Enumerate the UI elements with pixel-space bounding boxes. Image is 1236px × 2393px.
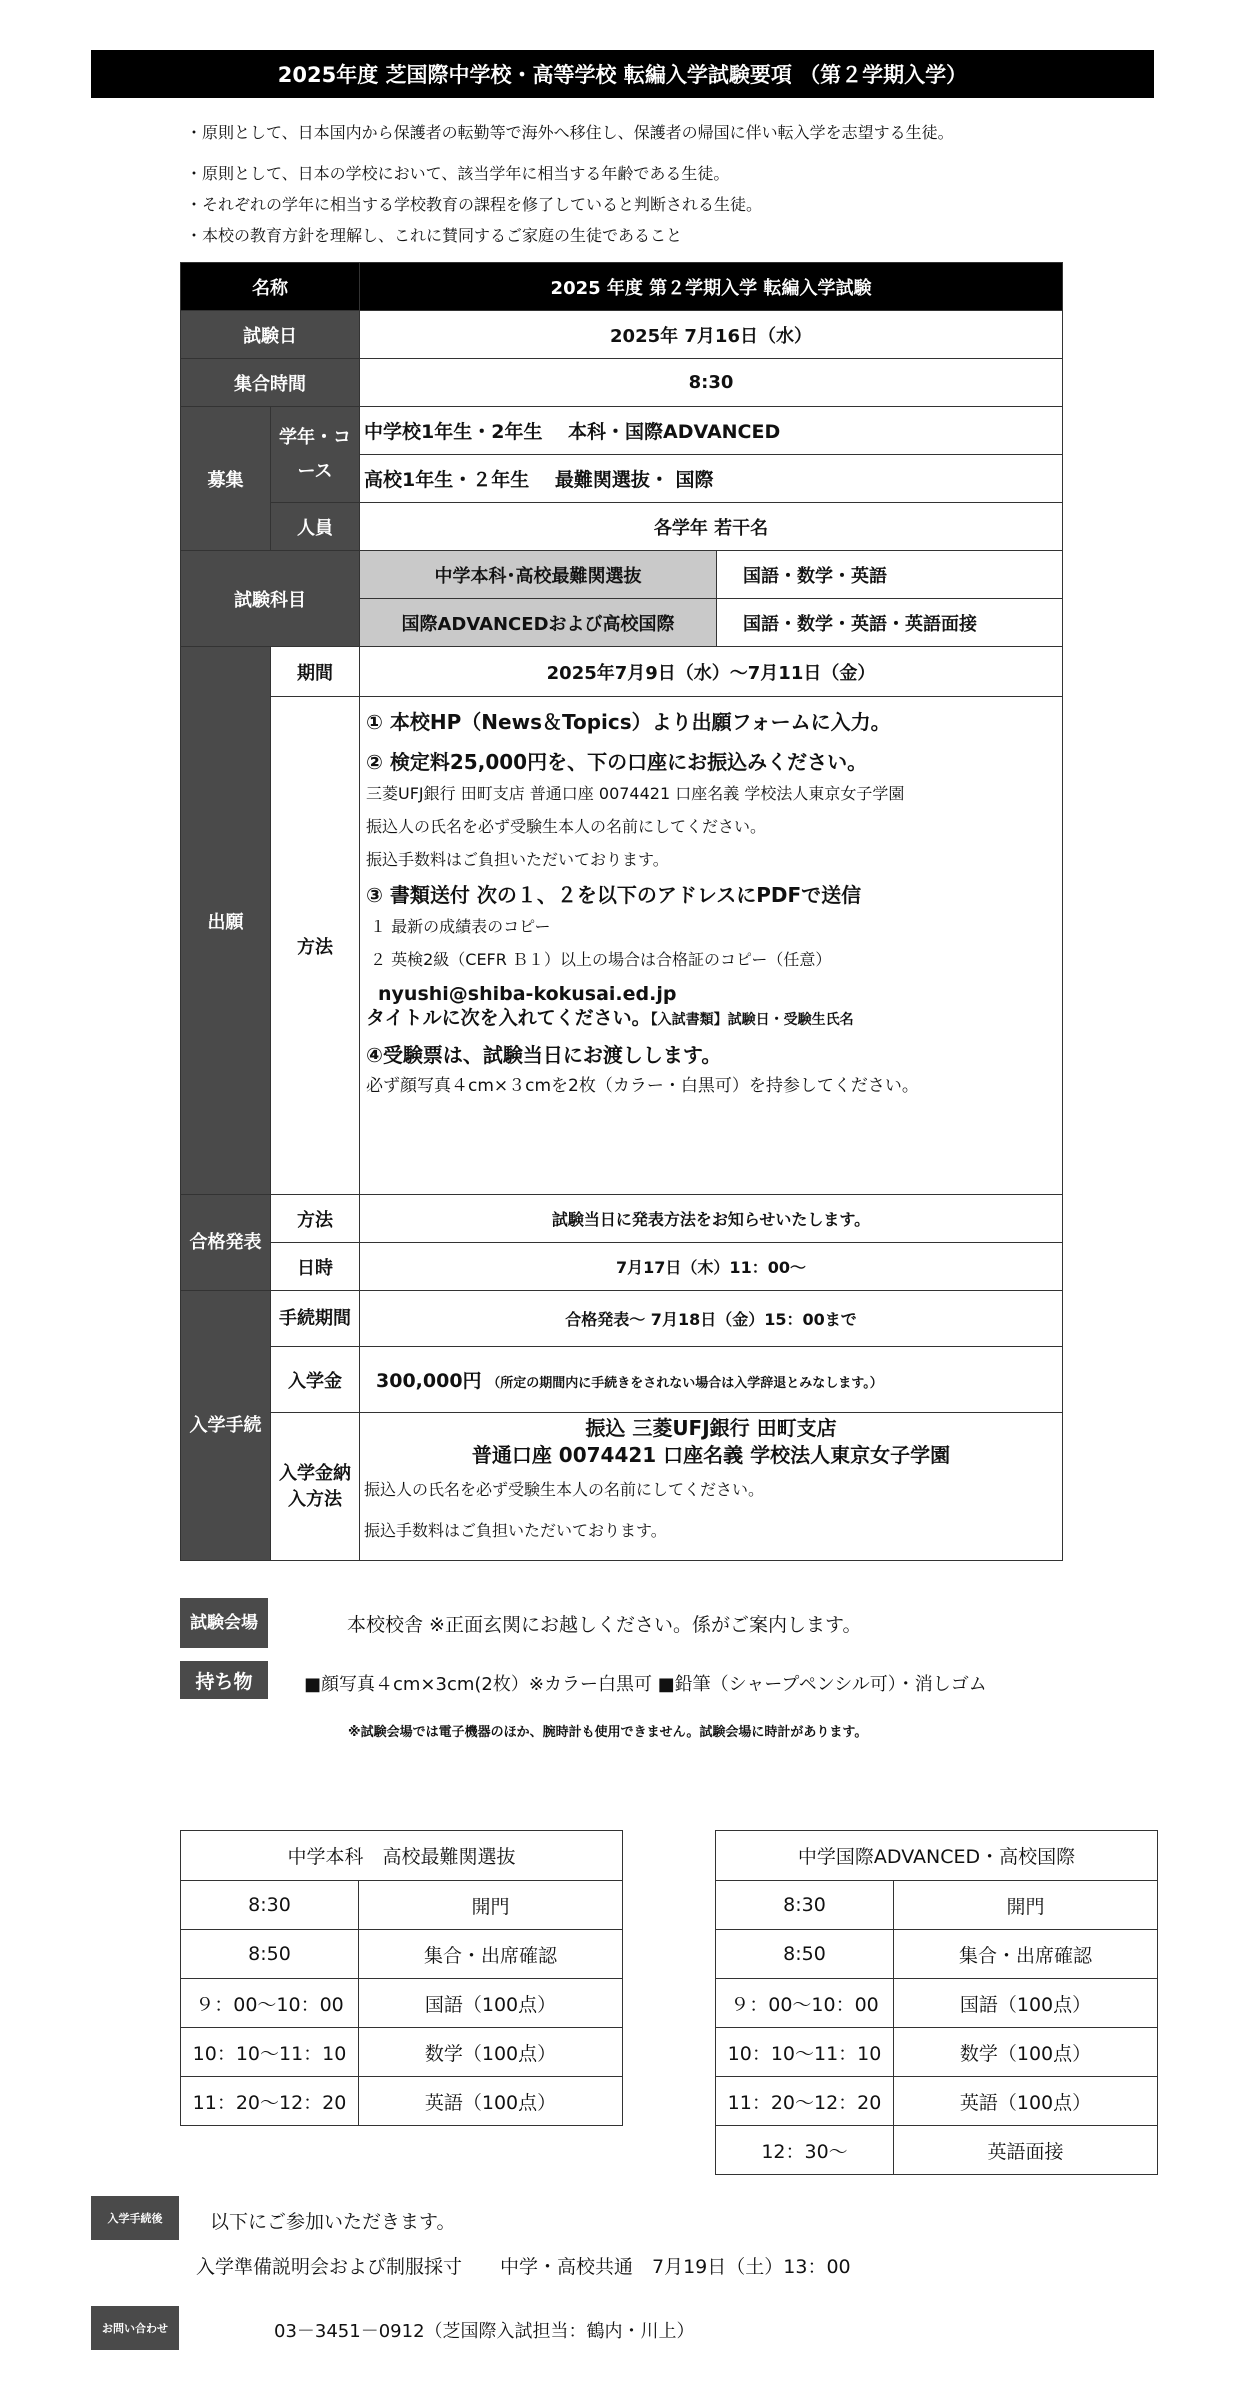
after-enrollment-label: 入学手続後: [91, 2196, 179, 2240]
application-label: 出願: [181, 647, 271, 1195]
method-step-3: ③ 書類送付 次の１、２を以下のアドレスにPDFで送信: [366, 883, 862, 907]
venue-label: 試験会場: [180, 1598, 268, 1648]
subject-course: 中学本科･高校最難関選抜: [360, 551, 717, 599]
payment-account: 普通口座 0074421 口座名義 学校法人東京女子学園: [471, 1443, 951, 1467]
enroll-period-label: 手続期間: [271, 1291, 360, 1347]
orientation-event: 入学準備説明会および制服採寸 中学・高校共通 7月19日（土）13：00: [196, 2256, 851, 2278]
schedule-header: 中学本科 高校最難関選抜: [181, 1831, 623, 1881]
contact-label: お問い合わせ: [91, 2306, 179, 2350]
result-label: 合格発表: [181, 1195, 271, 1291]
transfer-note: 振込人の氏名を必ず受験生本人の名前にしてください。: [366, 817, 767, 836]
criteria-item: ・本校の教育方針を理解し、これに賛同するご家庭の生徒であること: [186, 226, 683, 245]
enroll-period-value: 合格発表～ 7月18日（金）15：00まで: [360, 1291, 1063, 1347]
criteria-item: ・それぞれの学年に相当する学校教育の課程を修了していると判断される生徒。: [186, 195, 763, 214]
schedule-event: 国語（100点）: [359, 1979, 623, 2028]
grade-course-label: 学年・コース: [271, 407, 360, 503]
schedule-time: 10：10～11：10: [181, 2028, 359, 2077]
result-date-value: 7月17日（木）11：00～: [360, 1243, 1063, 1291]
items-value: ■顔写真４cm×3cm(2枚）※カラー白黒可 ■鉛筆（シャープペンシル可）・消しゴム: [304, 1674, 987, 1695]
period-label: 期間: [271, 647, 360, 697]
result-method-value: 試験当日に発表方法をお知らせいたします。: [360, 1195, 1063, 1243]
people-value: 各学年 若干名: [360, 503, 1063, 551]
meet-time-value: 8:30: [360, 359, 1063, 407]
method-step-4: ④受験票は、試験当日にお渡しします。: [366, 1043, 722, 1067]
schedule-header: 中学国際ADVANCED・高校国際: [716, 1831, 1158, 1881]
document-1: １ 最新の成績表のコピー: [370, 917, 551, 936]
fee-label: 入学金: [271, 1347, 360, 1413]
payment-fee-note: 振込手数料はご負担いただいております。: [364, 1521, 667, 1540]
schedule-time: ９：00～10：00: [716, 1979, 894, 2028]
method-step-1: ① 本校HP（News＆Topics）より出願フォームに入力。: [366, 710, 891, 734]
schedule-event: 国語（100点）: [894, 1979, 1158, 2028]
schedule-time: 12：30～: [716, 2126, 894, 2175]
email-address[interactable]: nyushi@shiba-kokusai.ed.jp: [378, 983, 677, 1005]
period-value: 2025年7月9日（水）～7月11日（金）: [360, 647, 1063, 697]
method-step-2: ② 検定料25,000円を、下の口座にお振込みください。: [366, 750, 868, 774]
schedule-time: 8:30: [181, 1881, 359, 1930]
venue-value: 本校校舎 ※正面玄関にお越しください。係がご案内します。: [347, 1614, 862, 1636]
bank-account: 三菱UFJ銀行 田町支店 普通口座 0074421 口座名義 学校法人東京女子学園: [366, 784, 905, 803]
page-title: 2025年度 芝国際中学校・高等学校 転編入学試験要項 （第２学期入学）: [91, 50, 1154, 98]
meet-time-label: 集合時間: [181, 359, 360, 407]
warning-note: ※試験会場では電子機器のほか、腕時計も使用できません。試験会場に時計があります。: [348, 1725, 868, 1740]
method-label: 方法: [271, 697, 360, 1195]
subjects-label: 試験科目: [181, 551, 360, 647]
criteria-item: ・原則として、日本国内から保護者の転勤等で海外へ移住し、保護者の帰国に伴い転入学を志望する生徒。: [186, 123, 954, 142]
subject-format: 【入試書類】試験日・受験生氏名: [650, 1012, 854, 1028]
exam-date-value: 2025年 7月16日（水）: [360, 311, 1063, 359]
schedule-event: 集合・出席確認: [359, 1930, 623, 1979]
after-enrollment-text: 以下にご参加いただきます。: [210, 2211, 456, 2233]
document-2: ２ 英検2級（CEFR Ｂ１）以上の場合は合格証のコピー（任意）: [370, 950, 832, 969]
subject-list: 国語・数学・英語・英語面接: [717, 599, 1063, 647]
subject-list: 国語・数学・英語: [717, 551, 1063, 599]
schedule-table-main: [180, 1830, 623, 2126]
schedule-event: 英語面接: [894, 2126, 1158, 2175]
schedule-event: 英語（100点）: [894, 2077, 1158, 2126]
fee-note: 振込手数料はご負担いただいております。: [366, 850, 669, 869]
subject-course: 国際ADVANCEDおよび高校国際: [360, 599, 717, 647]
grade-junior-high: 中学校1年生・2年生 本科・国際ADVANCED: [360, 407, 1063, 455]
fee-value: 300,000円: [376, 1370, 482, 1392]
items-label: 持ち物: [180, 1661, 268, 1699]
schedule-time: 8:50: [181, 1930, 359, 1979]
schedule-time: 11：20～12：20: [181, 2077, 359, 2126]
result-date-label: 日時: [271, 1243, 360, 1291]
schedule-event: 開門: [894, 1881, 1158, 1930]
name-value: 2025 年度 第２学期入学 転編入学試験: [360, 263, 1063, 311]
recruit-label: 募集: [181, 407, 271, 551]
contact-phone[interactable]: 03－3451－0912（芝国際入試担当：鶴内・川上）: [274, 2321, 695, 2342]
grade-high-school: 高校1年生・２年生 最難関選抜・ 国際: [360, 455, 1063, 503]
exam-details-table: [180, 262, 1063, 1561]
name-label: 名称: [181, 263, 360, 311]
schedule-time: 10：10～11：10: [716, 2028, 894, 2077]
schedule-time: 8:50: [716, 1930, 894, 1979]
fee-note: （所定の期間内に手続きをされない場合は入学辞退とみなします。）: [487, 1376, 883, 1391]
payment-note: 振込人の氏名を必ず受験生本人の名前にしてください。: [364, 1480, 765, 1499]
schedule-table-international: [715, 1830, 1158, 2175]
schedule-event: 数学（100点）: [894, 2028, 1158, 2077]
payment-bank: 振込 三菱UFJ銀行 田町支店: [585, 1416, 837, 1440]
enrollment-label: 入学手続: [181, 1291, 271, 1561]
schedule-time: ９：00～10：00: [181, 1979, 359, 2028]
subject-instruction: タイトルに次を入れてください。: [366, 1007, 651, 1029]
schedule-event: 英語（100点）: [359, 2077, 623, 2126]
schedule-time: 11：20～12：20: [716, 2077, 894, 2126]
application-method: [360, 697, 1063, 1195]
exam-date-label: 試験日: [181, 311, 360, 359]
schedule-event: 集合・出席確認: [894, 1930, 1158, 1979]
people-label: 人員: [271, 503, 360, 551]
criteria-item: ・原則として、日本の学校において、該当学年に相当する年齢である生徒。: [186, 164, 730, 183]
schedule-event: 開門: [359, 1881, 623, 1930]
schedule-event: 数学（100点）: [359, 2028, 623, 2077]
result-method-label: 方法: [271, 1195, 360, 1243]
payment-method-label: 入学金納入方法: [271, 1413, 360, 1561]
schedule-time: 8:30: [716, 1881, 894, 1930]
photo-note: 必ず顔写真４cm×３cmを2枚（カラー・白黒可）を持参してください。: [366, 1076, 919, 1096]
